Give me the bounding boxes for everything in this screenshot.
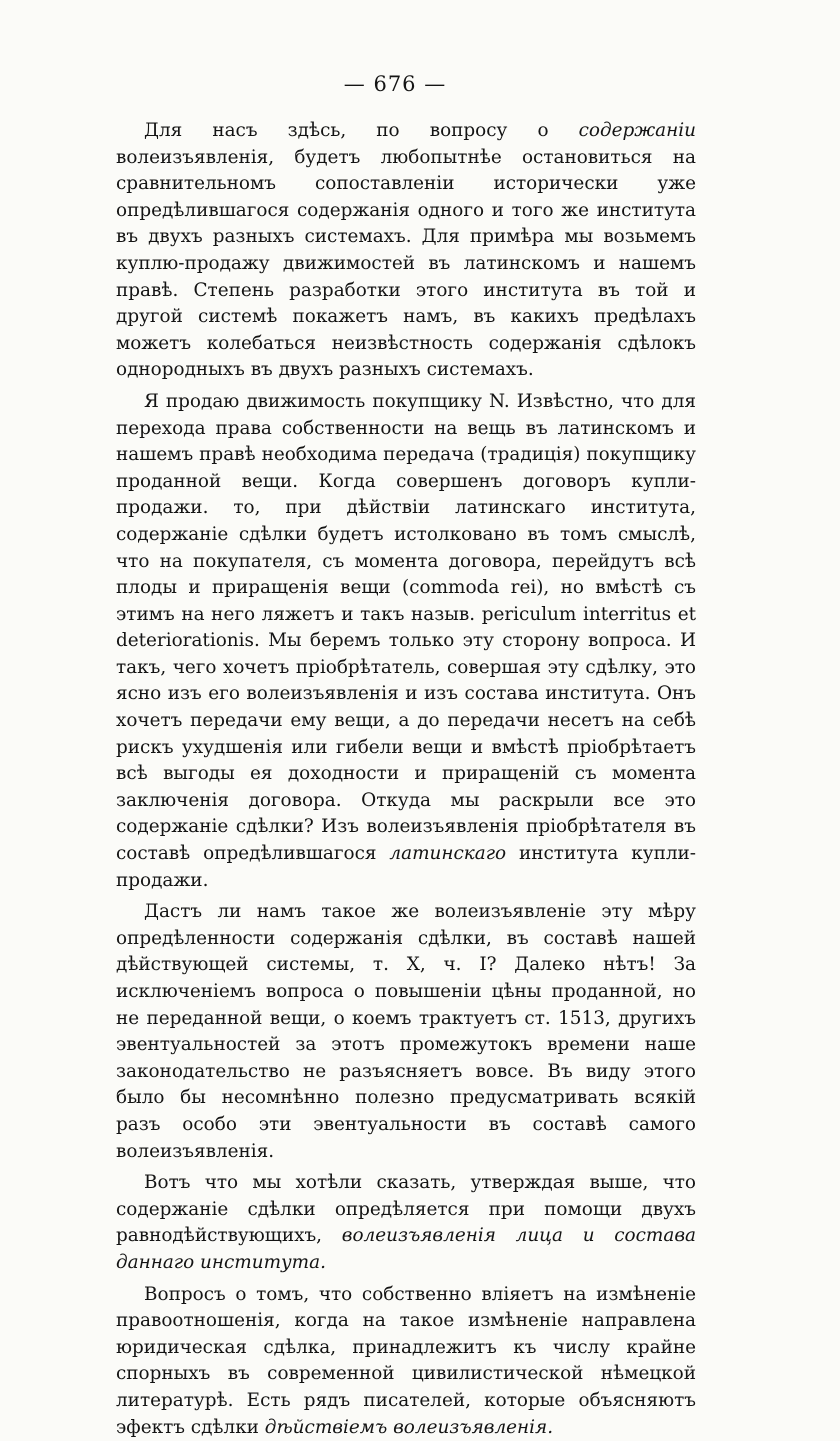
paragraph-4-emphasis: волеизъявленія лица и состава даннаго института. [116,1225,696,1273]
paragraph-3: Дастъ ли намъ такое же волеизъявленіе эту мѣру опредѣленности содержанія сдѣлки, въ составѣ нашей дѣйствующей системы, т. X, ч. I? Далеко нѣтъ! За исключеніемъ вопроса о повышеніи цѣны проданной, но не переданной вещи, о коемъ трактуетъ ст. 1513, другихъ эвентуальностей за этотъ промежутокъ времени наше законодательство не разъясняетъ вовсе. Въ виду этого было бы несомнѣнно полезно предусматривать всякій разъ особо эти эвентуальности въ составѣ самого волеизъявленія. [116,901,696,1162]
paragraph-4-text-a: Вотъ что мы хотѣли сказать, утверждая выше, что содержаніе сдѣлки опредѣляется при помощи двухъ равнодѣйствующихъ, [116,1172,696,1247]
paragraph-4 [116,1170,696,1276]
paragraph-2-emphasis: латинскаго [389,843,507,865]
paragraph-1-emphasis: содержаніи [578,120,696,141]
paragraph-1-text-a: Для насъ здѣсь, по вопросу о [144,120,579,141]
body-text [116,118,696,1441]
paragraph-2 [116,389,696,894]
paragraph-1 [116,118,696,384]
paragraph-2-text-b: института купли-продажи. [116,843,696,891]
page-number: — 676 — [343,72,447,96]
paragraph-2-text-a: Я продаю движимость покупщику N. Извѣстно, что для перехода права собственности на вещь въ латинскомъ и нашемъ правѣ необходима передача (традиція) покупщику проданной вещи. Когда совершенъ договоръ купли-продажи. то, при дѣйствіи латинскаго института, содержаніе сдѣлки будетъ истолковано въ томъ смыслѣ, что на покупателя, съ момента договора, перейдутъ всѣ плоды и приращенія вещи (commoda rei), но вмѣстѣ съ этимъ на него ляжетъ и такъ назыв. periculum interritus et deteriorationis. Мы беремъ только эту сторону вопроса. И такъ, чего хочетъ пріобрѣтатель, совершая эту сдѣлку, это ясно изъ его волеизъявленія и изъ состава института. Онъ хочетъ передачи ему вещи, а до передачи несетъ на себѣ рискъ ухудшенія или гибели вещи и вмѣстѣ пріобрѣтаетъ всѣ выгоды ея доходности и приращеній съ момента заключенія договора. Откуда мы раскрыли все это содержаніе сдѣлки? Изъ волеизъявленія пріобрѣтателя въ составѣ опредѣлившагося [116,390,696,865]
paragraph-1-text-b: волеизъявленія, будетъ любопытнѣе остановиться на сравнительномъ сопоставленіи исторически уже опредѣлившагося содержанія одного и того же института въ двухъ разныхъ системахъ. Для примѣра мы возьмемъ куплю-продажу движимостей въ латинскомъ и нашемъ правѣ. Степень разработки этого института въ той и другой системѣ покажетъ намъ, въ какихъ предѣлахъ можетъ колебаться неизвѣстность содержанія сдѣлокъ однородныхъ въ двухъ разныхъ системахъ. [116,146,696,381]
paragraph-5 [116,1282,696,1441]
paragraph-5-emphasis: дѣйствіемъ волеизъявленія. [264,1416,554,1438]
paragraph-5-text-a: Вопросъ о томъ, что собственно вліяетъ на измѣненіе правоотношенія, когда на такое измѣненіе направлена юридическая сдѣлка, принадлежитъ къ числу крайне спорныхъ въ современной цивилистической нѣмецкой литературѣ. Есть рядъ писателей, которые объясняютъ эфектъ сдѣлки [116,1283,696,1438]
